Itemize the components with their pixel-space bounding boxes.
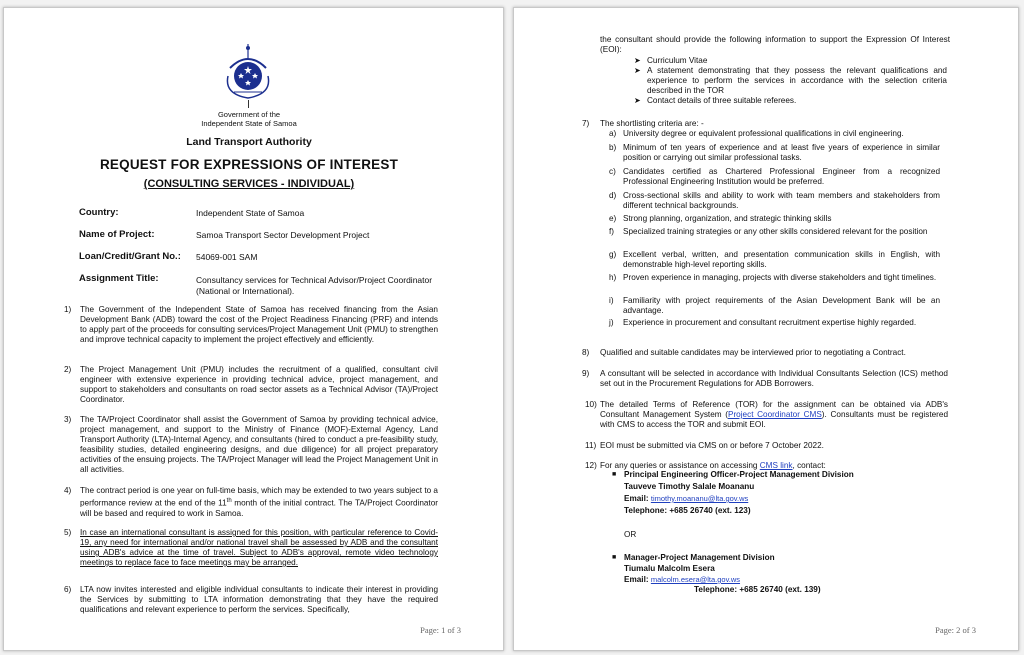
contact-1-title: Principal Engineering Officer-Project Management Division [624,470,854,479]
paragraph-number: 6) [64,585,72,594]
contact-2-email-link[interactable]: malcolm.esera@lta.gov.ws [650,575,741,584]
bullet-text: Contact details of three suitable referees. [647,96,797,105]
criterion-letter: c) [609,167,616,176]
paragraph-text: The TA/Project Coordinator shall assist the Government of Samoa by providing technical advice, project management, and support to the Ministry of Finance (MOF)-External Agency, Land Transport Authority (LTA)-Internal Agency, and consultants (hired to conduct a pre-feasibility study, feasibility studies, detailed engineering designs, and due diligence) for all project preparatory activities of the ensuing projects. The TA/Project Manager will lead the Project Management Unit in all activities. [80,415,438,474]
criterion-letter: h) [609,273,617,282]
contact-1-name: Tauveve Timothy Salale Moananu [624,482,755,491]
criterion-text: Specialized training strategies or any other skills considered relevant for the position [623,227,928,236]
paragraph-5 [64,528,438,568]
criterion-c [609,167,940,187]
criterion-text: Candidates certified as Chartered Professional Engineer from a recognized Professional Engineering Institution would be preferred. [623,167,940,186]
government-line-2: Independent State of Samoa [201,119,297,128]
project-name-value: Samoa Transport Sector Development Project [196,230,370,240]
criterion-a [609,129,940,139]
paragraph-text: A consultant will be selected in accordance with Individual Consultants Selection (ICS) method set out in the Procurement Regulations for ADB Borrowers. [600,369,948,388]
ordinal-suffix: th [226,498,232,504]
contact-1-email-link[interactable]: timothy.moananu@lta.gov.ws [650,494,749,503]
bullet-text: Curriculum Vitae [647,56,708,65]
criterion-i [609,296,940,316]
paragraph-text-b: ). Consultants must be registered with CMS to access the TOR and submit EOI. [600,410,948,429]
paragraph-10 [585,400,948,430]
paragraph-text-a: The detailed Terms of Reference (TOR) for the assignment can be obtained via ADB's Consultant Management System ( [600,400,948,419]
paragraph-number: 5) [64,528,72,537]
arrow-bullet-icon: ➤ [634,96,641,105]
criterion-letter: e) [609,214,617,223]
criterion-letter: a) [609,129,617,138]
criterion-letter: j) [609,318,614,327]
assignment-title-value: Consultancy services for Technical Advisor/Project Coordinator (National or International). [196,275,433,296]
assignment-title-label: Assignment Title: [79,273,159,284]
paragraph-text: The Project Management Unit (PMU) includes the recruitment of a qualified, consultant civil engineer with extensive experience in providing technical advice, project management, and support to stakeholders and consultants on road sector assets as a Technical Advisor (TA)/Project Coordinator. [80,365,438,404]
criterion-letter: i) [609,296,614,305]
paragraph-2 [64,365,438,405]
paragraph-9 [582,369,948,389]
email-label: Email: [624,575,649,584]
criterion-text: Cross-sectional skills and ability to work with team members and stakeholders from different technical backgrounds. [623,191,940,210]
paragraph-text-a: For any queries or assistance on accessing [600,461,760,470]
contact-2-phone: Telephone: +685 26740 (ext. 139) [694,585,821,594]
paragraph-4 [64,486,438,519]
criterion-j [609,318,940,328]
paragraph-11 [585,441,948,451]
paragraph-number: 9) [582,369,590,378]
criterion-text: Excellent verbal, written, and presentation communication skills in English, with demonstrable high-level reporting skills. [623,250,940,269]
or-separator: OR [624,530,637,539]
criterion-f [609,227,940,237]
agency-name: Land Transport Authority [186,136,312,148]
intro-bullet-1 [634,56,947,66]
paragraph-1 [64,305,438,345]
document-page-2 [513,7,1019,651]
arrow-bullet-icon: ➤ [634,66,641,75]
criterion-b [609,143,940,163]
criterion-text: Strong planning, organization, and strategic thinking skills [623,214,832,223]
page-footer: Page: 1 of 3 [420,625,461,635]
contact-1-phone: Telephone: +685 26740 (ext. 123) [624,506,751,515]
paragraph-number: 11) [585,441,597,450]
criterion-letter: d) [609,191,617,200]
cms-link[interactable]: CMS link [759,461,793,470]
criterion-letter: f) [609,227,615,236]
paragraph-number: 7) [582,119,590,128]
criterion-e [609,214,940,224]
criterion-text: Proven experience in managing, projects with diverse stakeholders and tight timelines. [623,273,937,282]
intro-bullet-3 [634,96,947,106]
page-footer: Page: 2 of 3 [935,625,976,635]
criterion-g [609,250,940,270]
paragraph-number: 12) [585,461,597,470]
paragraph-number: 10) [585,400,597,409]
paragraph-number: 2) [64,365,72,374]
document-title: REQUEST FOR EXPRESSIONS OF INTEREST [99,157,399,172]
paragraph-text: LTA now invites interested and eligible individual consultants to indicate their interest in providing the Services by submitting to LTA information demonstrating that they have the required qualifications and relevant experience to perform the services. Specifically, [80,585,438,614]
square-bullet-icon: ■ [612,471,617,478]
paragraph-6 [64,585,438,615]
country-label: Country: [79,207,119,218]
paragraph-text: EOI must be submitted via CMS on or before 7 October 2022. [600,441,824,450]
square-bullet-icon: ■ [612,554,617,561]
grant-number-label: Loan/Credit/Grant No.: [79,251,181,262]
criterion-letter: g) [609,250,617,259]
government-line-1: Government of the [217,110,281,119]
paragraph-8 [582,348,948,358]
intro-bullet-2 [634,66,947,96]
paragraph-text: In case an international consultant is assigned for this position, with particular reference to Covid-19, any need for international and/or national travel shall be assessed by ADB and the consultant using ADB's advice at the time of travel. Subject to ADB's approval, remote video technology meetings to replace face to face meetings may be arranged. [80,528,438,567]
paragraph-number: 8) [582,348,590,357]
paragraph-text: The shortlisting criteria are: - [600,119,704,128]
contact-2-title: Manager-Project Management Division [624,553,775,562]
emblem-divider [248,100,249,108]
paragraph-text-a: The contract period is one year on full-time basis, which may be extended to two years subject to a performance review at the end of the 11 [80,486,438,508]
criterion-h [609,273,940,283]
criterion-text: Experience in procurement and consultant recruitment expertise highly regarded. [623,318,917,327]
document-page-1 [3,7,504,651]
project-name-label: Name of Project: [79,229,155,240]
contact-2-name: Tiumalu Malcolm Esera [624,564,715,573]
bullet-text: A statement demonstrating that they possess the relevant qualifications and experience to perform the services in accordance with the selection criteria described in the TOR [647,66,947,95]
contact-2-email-row [624,575,740,586]
paragraph-7 [582,119,948,129]
paragraph-number: 4) [64,486,72,495]
paragraph-text-b: , contact: [792,461,826,470]
criterion-text: Familiarity with project requirements of the Asian Development Bank will be an advantage. [623,296,940,315]
samoa-coat-of-arms-emblem [224,42,272,100]
paragraph-text: The Government of the Independent State of Samoa has received financing from the Asian Development Bank (ADB) toward the cost of the Project Readiness Financing (PRF) and intends to apply part of the proceeds for consulting services/Project Management Unit (PMU) to strengthen and improve technical capacity to implement the project effectively and efficiently. [80,305,438,344]
paragraph-text-b: month of the initial contract. The TA/Project Coordinator will be based and required to work in Samoa. [80,498,438,518]
eoi-intro: the consultant should provide the following information to support the Expression Of Interest (EOI): [600,35,950,54]
email-label: Email: [624,494,649,503]
contact-1-email-row [624,494,748,505]
grant-number-value: 54069-001 SAM [196,252,258,262]
paragraph-number: 3) [64,415,72,424]
criterion-text: Minimum of ten years of experience and at least five years of experience in similar position or carrying out similar professional tasks. [623,143,940,162]
country-value: Independent State of Samoa [196,208,305,218]
paragraph-3 [64,415,438,475]
criterion-d [609,191,940,211]
project-coordinator-cms-link[interactable]: Project Coordinator CMS [727,410,822,419]
document-subtitle: (CONSULTING SERVICES - INDIVIDUAL) [143,178,355,190]
paragraph-number: 1) [64,305,72,314]
paragraph-text: Qualified and suitable candidates may be interviewed prior to negotiating a Contract. [600,348,906,357]
arrow-bullet-icon: ➤ [634,56,641,65]
criterion-text: University degree or equivalent professional qualifications in civil engineering. [623,129,904,138]
criterion-letter: b) [609,143,617,152]
